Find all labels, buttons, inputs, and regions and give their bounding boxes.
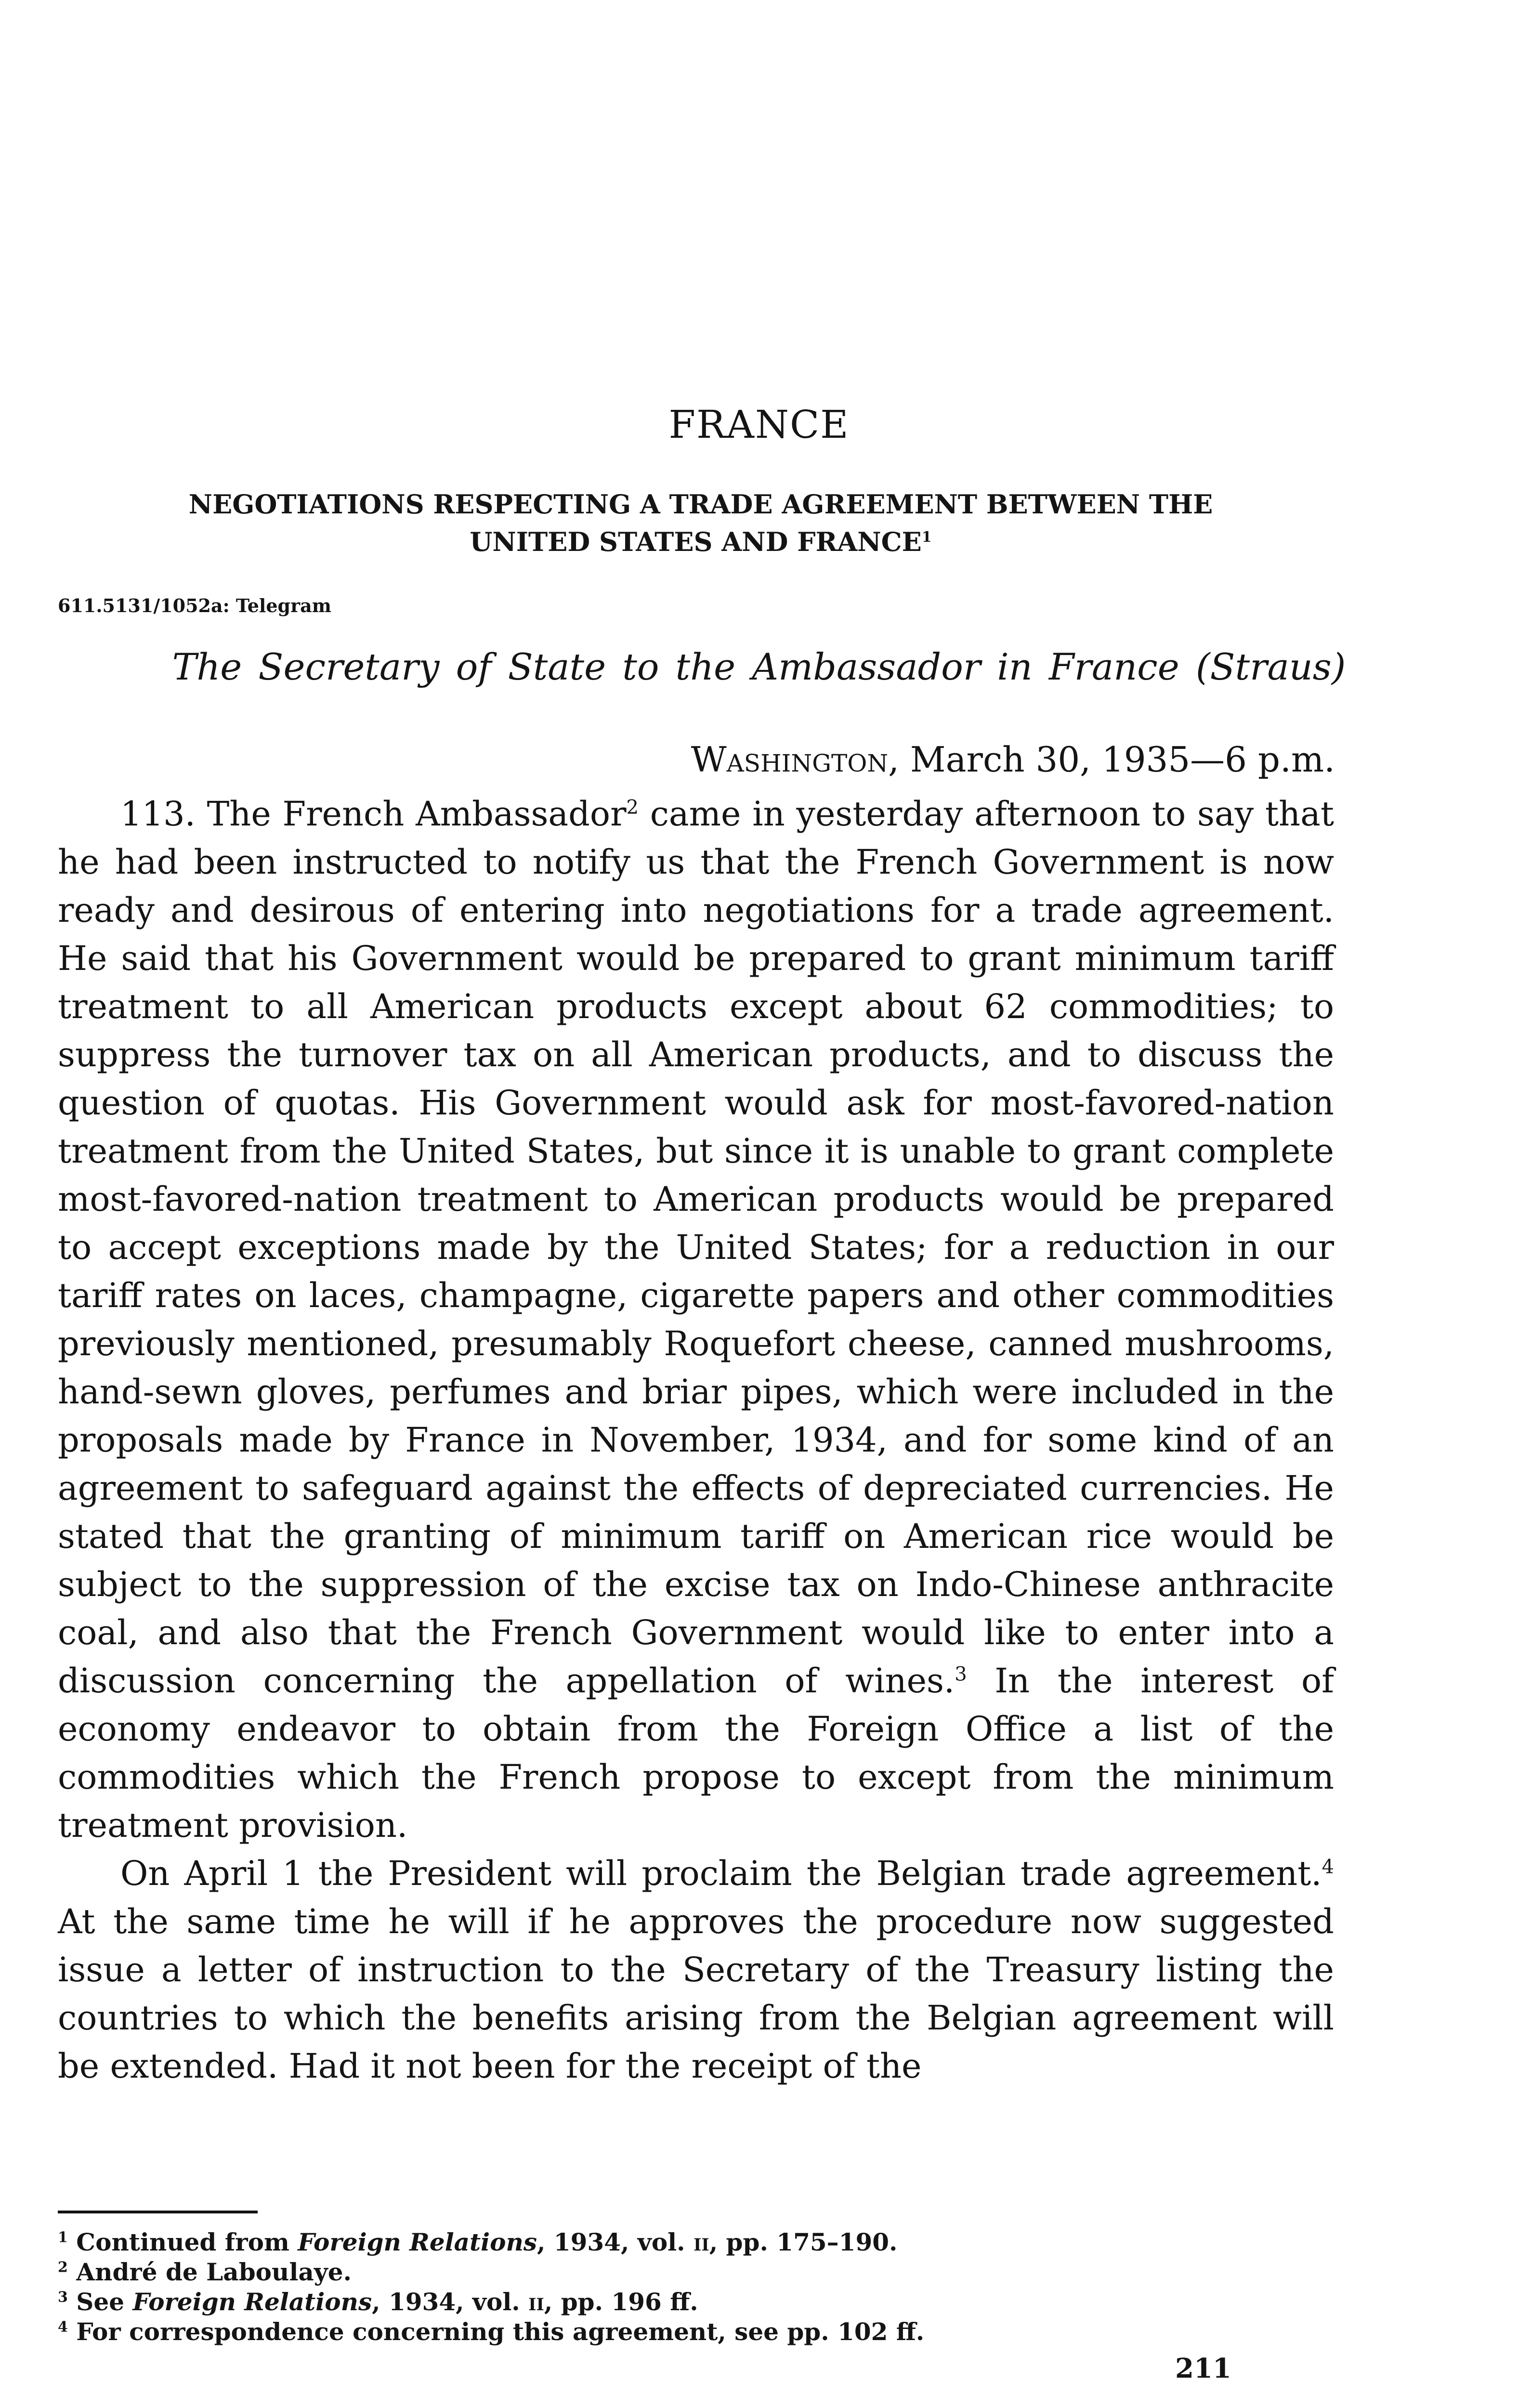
paragraph-2-text-b: At the same time he will if he approves the procedure now suggested issue a letter of instruction to the Secretary of the Treasury listing the countries to which the benefits arising from the Belgian agreement will be extended. Had it not been for the receipt of the <box>58 1902 1334 2086</box>
paragraph-2-text-a: On April 1 the President will proclaim the Belgian trade agreement. <box>120 1854 1322 1893</box>
footnote-1-volume: ii <box>693 2228 709 2256</box>
footnote-mark-4: 4 <box>1322 1856 1334 1878</box>
footnote-4 <box>58 2317 1334 2347</box>
paragraph-1-text-a: 113. The French Ambassador <box>120 794 627 834</box>
footnote-1-mark: 1 <box>58 2229 68 2246</box>
footnote-3-title: Foreign Relations <box>132 2288 372 2316</box>
footnote-4-text: For correspondence concerning this agreement, see pp. 102 ff. <box>76 2317 925 2346</box>
footnote-2 <box>58 2257 1334 2287</box>
section-heading-line-2 <box>58 523 1344 561</box>
footnote-divider <box>58 2211 258 2213</box>
footnote-3-pages: , pp. 196 ff. <box>544 2288 698 2316</box>
footnotes <box>58 2227 1334 2347</box>
document-addressee: The Secretary of State to the Ambassador in France (Straus) <box>172 645 1346 688</box>
footnote-1-pre: Continued from <box>76 2228 298 2256</box>
file-reference: 611.5131/1052a: Telegram <box>58 595 331 616</box>
telegram-paragraph-1 <box>58 790 1334 1849</box>
dateline-place: Washington, <box>691 739 899 780</box>
footnote-3-post: , 1934, vol. <box>372 2288 529 2316</box>
telegram-paragraph-2 <box>58 1849 1334 2090</box>
section-heading <box>58 485 1344 561</box>
footnote-mark-3: 3 <box>955 1663 967 1686</box>
footnote-4-mark: 4 <box>58 2318 68 2336</box>
footnote-1 <box>58 2227 1334 2257</box>
footnote-3 <box>58 2287 1334 2317</box>
footnote-mark-2: 2 <box>626 796 639 819</box>
page-number: 211 <box>1175 2353 1231 2384</box>
footnote-1-post: , 1934, vol. <box>537 2228 694 2256</box>
footnote-1-pages: , pp. 175–190. <box>709 2228 898 2256</box>
telegram-body <box>58 790 1334 2090</box>
footnote-2-text: André de Laboulaye. <box>76 2258 352 2286</box>
footnote-2-mark: 2 <box>58 2259 68 2276</box>
paragraph-1-text-c: In the interest of economy endeavor to obtain from the Foreign Office a list of the commodities which the French propose to except from the minimum treatment provision. <box>58 1661 1335 1845</box>
country-title: FRANCE <box>668 402 850 447</box>
section-heading-line-1: NEGOTIATIONS RESPECTING A TRADE AGREEMENT BETWEEN THE <box>188 489 1213 520</box>
footnote-mark-1: 1 <box>921 529 932 546</box>
footnote-3-pre: See <box>76 2288 133 2316</box>
section-heading-line-2-text: UNITED STATES AND FRANCE <box>470 526 922 557</box>
footnote-3-mark: 3 <box>58 2289 68 2306</box>
dateline <box>691 739 1335 780</box>
paragraph-1-text-b: came in yesterday afternoon to say that he had been instructed to notify us that the French Government is now ready and desirous of entering into negotiations for a trade agreement. He said that his Government would be prepared to grant minimum tariff treatment to all American products except about 62 commodities; to suppress the turnover tax on all American products, and to discuss the question of quotas. His Government would ask for most-favored-nation treatment from the United States, but since it is unable to grant complete most-favored-nation treatment to American products would be prepared to accept exceptions made by the United States; for a reduction in our tariff rates on laces, champagne, cigarette papers and other commodities previously mentioned, presumably Roquefort cheese, canned mushrooms, hand-sewn gloves, perfumes and briar pipes, which were included in the proposals made by France in November, 1934, and for some kind of an agreement to safeguard against the effects of depreciated currencies. He stated that the granting of minimum tariff on American rice would be subject to the suppression of the excise tax on Indo-Chinese anthracite coal, and also that the French Government would like to enter into a discussion concerning the appellation of wines. <box>58 794 1334 1701</box>
dateline-date: March 30, 1935—6 p.m. <box>910 739 1335 780</box>
footnote-3-volume: ii <box>528 2288 544 2316</box>
footnote-1-title: Foreign Relations <box>298 2228 537 2256</box>
